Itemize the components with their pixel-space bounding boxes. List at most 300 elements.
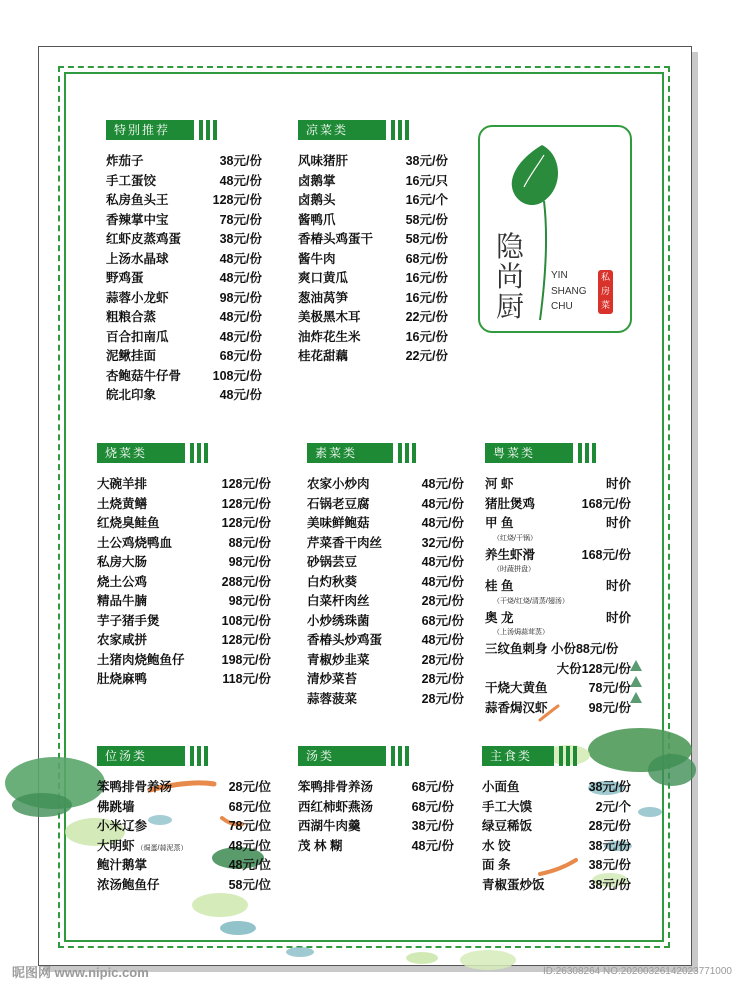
dish-name (97, 612, 160, 631)
dish-price: 58元/份 (405, 212, 448, 227)
dish-name (307, 670, 357, 689)
dish-row (485, 546, 631, 566)
dish-row (97, 612, 271, 632)
section-title: 凉菜类 (298, 120, 386, 140)
dish-name (298, 837, 342, 856)
dish-name-text: 西湖牛肉羹 (298, 819, 361, 833)
dish-row (485, 577, 631, 597)
dish-name-text: 炸茄子 (106, 154, 144, 168)
section-header (307, 443, 464, 463)
triangle-decoration (630, 676, 642, 687)
dish-name (106, 250, 169, 269)
dish-name-text: 三纹鱼刺身 小份88元/份 (485, 642, 619, 656)
section-title: 特别推荐 (106, 120, 194, 140)
dish-price: 48元/位 (228, 838, 271, 853)
dish-row (307, 514, 464, 534)
dish-name (482, 817, 532, 836)
dish-name (97, 798, 135, 817)
dish-name (485, 640, 618, 659)
dish-name-text: 皖北印象 (106, 388, 157, 402)
dish-price: 98元/份 (588, 700, 631, 715)
section-header (298, 746, 454, 766)
dish-name (97, 592, 147, 611)
dish-row (97, 837, 271, 857)
dish-name-text: 美味鲜鲍菇 (307, 516, 370, 530)
section-liangcai (298, 120, 448, 367)
dish-price: 时价 (605, 579, 631, 593)
dish-name-text: 大明虾 (97, 838, 135, 853)
dish-name (482, 876, 545, 895)
dish-name-text: 面 条 (482, 858, 511, 872)
dish-price: 48元/份 (219, 329, 262, 344)
dish-name-text: 红虾皮蒸鸡蛋 (106, 232, 182, 246)
dish-name (485, 679, 548, 698)
dish-name-text: 蒜蓉菠菜 (307, 691, 358, 706)
dish-price: 28元/份 (588, 819, 631, 833)
dish-name-text: 农家咸拼 (97, 633, 148, 647)
dish-name (298, 172, 336, 191)
dish-name (106, 386, 156, 405)
dish-price: 98元/份 (228, 594, 271, 608)
dish-row (485, 699, 631, 719)
dish-price: 68元/份 (411, 780, 454, 794)
dish-name-text: 美极黑木耳 (298, 310, 361, 324)
dish-price: 48元/份 (421, 496, 464, 511)
dish-name (106, 211, 169, 230)
dish-name (106, 308, 156, 327)
dish-name-text: 百合扣南瓜 (106, 329, 169, 344)
dish-name-text: 手工蛋饺 (106, 173, 157, 188)
dish-name-text: 河 虾 (485, 477, 514, 491)
watermark-site: 昵图网 www.nipic.com (12, 965, 149, 980)
dish-price: 32元/份 (421, 535, 464, 550)
dish-row (97, 670, 271, 690)
dish-row (97, 876, 271, 896)
dish-name (482, 778, 520, 797)
dish-row (485, 475, 631, 495)
dish-price: 48元/份 (219, 173, 262, 188)
dish-name (307, 573, 357, 592)
dish-price: 38元/份 (219, 154, 262, 168)
dish-name-text: 红烧臭鲑鱼 (97, 516, 160, 530)
dish-price: 118元/份 (222, 672, 271, 686)
dish-name-text: 卤鹅头 (298, 193, 336, 207)
dish-name-text: 芋子猪手煲 (97, 613, 160, 628)
dish-name-text: 青椒蛋炒饭 (482, 877, 545, 892)
dish-name (106, 152, 144, 171)
section-title: 汤类 (298, 746, 386, 766)
dish-name-text: 土烧黄鳝 (97, 496, 148, 511)
dish-row (482, 876, 631, 896)
section-header (298, 120, 448, 140)
dish-price: 38元/份 (588, 877, 631, 892)
dish-row (97, 592, 271, 612)
dish-name-text: 香辣掌中宝 (106, 212, 169, 227)
dish-list (106, 152, 262, 406)
dish-list (298, 152, 448, 367)
dish-name (298, 289, 348, 308)
dish-row (307, 553, 464, 573)
dish-name-text: 砂锅芸豆 (307, 555, 358, 569)
dish-row (298, 289, 448, 309)
dish-row (307, 690, 464, 710)
dish-row (97, 651, 271, 671)
dish-name-text: 手工大馍 (482, 799, 533, 814)
dish-price: 2元/个 (595, 799, 631, 814)
dish-row (307, 495, 464, 515)
dish-list (97, 475, 271, 690)
dish-name (97, 514, 160, 533)
dish-row (106, 386, 262, 406)
dish-name-text: 蒜蓉小龙虾 (106, 290, 169, 305)
dish-row (97, 553, 271, 573)
dish-row (97, 778, 271, 798)
dish-price: 68元/位 (228, 799, 271, 814)
dish-price: 78元/份 (219, 212, 262, 227)
dish-name-text: 风味猪肝 (298, 154, 349, 168)
section-weitang (97, 746, 271, 895)
dish-name (482, 856, 510, 875)
section-tang (298, 746, 454, 856)
dish-name-text: 香椿头炒鸡蛋 (307, 633, 383, 647)
dish-price: 68元/份 (411, 799, 454, 814)
dish-name-text: 精品牛腩 (97, 594, 148, 608)
dish-name (106, 328, 169, 347)
section-yuecai (485, 443, 631, 718)
dish-name-text: 香椿头鸡蛋干 (298, 232, 374, 246)
dish-row (97, 573, 271, 593)
dish-row (298, 172, 448, 192)
dish-row (307, 592, 464, 612)
dish-row (307, 631, 464, 651)
stripes-decoration (199, 120, 217, 140)
dish-price: 28元/份 (421, 672, 464, 686)
dish-name-text: 奥 龙 (485, 610, 514, 625)
dish-price: 78元/位 (228, 819, 271, 833)
section-header (97, 746, 271, 766)
logo-english-name: YIN SHANG CHU (551, 270, 587, 312)
dish-name (97, 631, 147, 650)
stripes-decoration (190, 746, 208, 766)
dish-name (106, 289, 169, 308)
dish-price: 128元/份 (221, 633, 271, 647)
seal-stamp: 私房菜 (598, 270, 613, 314)
dish-name (298, 347, 348, 366)
dish-name-text: 酱牛肉 (298, 251, 336, 266)
dish-name-text: 白灼秋葵 (307, 574, 358, 589)
dish-row (485, 609, 631, 629)
dish-price: 16元/份 (405, 329, 448, 344)
dish-price: 48元/份 (219, 271, 262, 285)
dish-name-text: 油炸花生米 (298, 329, 361, 344)
dish-name (97, 534, 172, 553)
dish-price: 68元/份 (219, 349, 262, 363)
dish-price: 大份128元/份 (556, 661, 631, 676)
dish-row (298, 308, 448, 328)
dish-row (97, 631, 271, 651)
dish-row (298, 347, 448, 367)
dish-name (97, 495, 147, 514)
dish-price: 98元/份 (219, 290, 262, 305)
dish-name (298, 211, 336, 230)
dish-name (298, 152, 348, 171)
dish-price: 128元/份 (221, 516, 271, 530)
dish-list (485, 475, 631, 718)
dish-price: 88元/份 (228, 535, 271, 550)
dish-name-text: 清炒菜苔 (307, 672, 358, 686)
dish-name-text: 浓汤鲍鱼仔 (97, 877, 160, 892)
section-tebie (106, 120, 262, 406)
dish-name (298, 191, 336, 210)
dish-price: 48元/份 (421, 516, 464, 530)
dish-name (97, 778, 172, 797)
section-title: 位汤类 (97, 746, 185, 766)
dish-name (307, 495, 370, 514)
dish-price: 48元/份 (219, 388, 262, 402)
dish-row (307, 670, 464, 690)
stripes-decoration (190, 443, 208, 463)
section-header (485, 443, 631, 463)
dish-price: 48元/份 (411, 838, 454, 853)
dish-price: 68元/份 (405, 251, 448, 266)
dish-row (482, 817, 631, 837)
dish-price: 58元/份 (405, 232, 448, 246)
dish-name (298, 778, 373, 797)
dish-name-text: 杏鲍菇牛仔骨 (106, 368, 182, 383)
dish-name-text: 笨鸭排骨养汤 (298, 780, 374, 794)
dish-row (482, 798, 631, 818)
dish-note: （时蔬拼盘） (493, 566, 535, 573)
dish-name-text: 干烧大黄鱼 (485, 681, 548, 695)
dish-name-text: 卤鹅掌 (298, 173, 336, 188)
dish-name-text: 葱油莴笋 (298, 290, 349, 305)
dish-price: 16元/份 (405, 290, 448, 305)
dish-name-text: 烧土公鸡 (97, 574, 148, 589)
dish-name-text: 芹菜香干肉丝 (307, 535, 383, 550)
dish-price: 48元/份 (421, 477, 464, 491)
dish-row (97, 514, 271, 534)
dish-row (106, 289, 262, 309)
dish-name-text: 绿豆稀饭 (482, 819, 533, 833)
dish-note: （干烧/红烧/清蒸/翅汤） (493, 597, 569, 605)
dish-list (97, 778, 271, 895)
dish-name-text: 私房鱼头王 (106, 193, 169, 207)
dish-name (298, 250, 336, 269)
dish-row (106, 250, 262, 270)
dish-name-text: 上汤水晶球 (106, 251, 169, 266)
dish-name (106, 191, 169, 210)
dish-row (307, 534, 464, 554)
stripes-decoration (398, 443, 416, 463)
dish-price: 28元/份 (421, 594, 464, 608)
dish-price: 28元/份 (421, 691, 464, 706)
section-title: 素菜类 (307, 443, 393, 463)
dish-name (485, 546, 535, 565)
dish-price: 48元/份 (421, 574, 464, 589)
dish-row (298, 230, 448, 250)
dish-price: 108元/份 (212, 368, 262, 383)
dish-row (97, 534, 271, 554)
dish-price: 48元/位 (228, 858, 271, 872)
dish-row (106, 347, 262, 367)
dish-name (298, 817, 361, 836)
dish-name-text: 酱鸭爪 (298, 212, 336, 227)
dish-row (106, 367, 262, 387)
dish-name (485, 495, 535, 514)
dish-name-text: 粗粮合蒸 (106, 310, 157, 324)
dish-row (298, 250, 448, 270)
section-header (106, 120, 262, 140)
dish-row (307, 573, 464, 593)
dish-name-text: 土猪肉烧鲍鱼仔 (97, 652, 185, 667)
dish-price: 288元/份 (221, 574, 271, 589)
dish-row (97, 475, 271, 495)
dish-name-text: 土公鸡烧鸭血 (97, 535, 173, 550)
dish-row (298, 837, 454, 857)
dish-note: （上汤焗蒜茸蒸） (493, 629, 549, 636)
section-title: 粤菜类 (485, 443, 573, 463)
dish-price: 78元/份 (588, 681, 631, 695)
dish-name-text: 水 饺 (482, 838, 511, 853)
dish-row (298, 817, 454, 837)
dish-price: 22元/份 (405, 349, 448, 363)
dish-price: 22元/份 (405, 310, 448, 324)
section-title: 主食类 (482, 746, 554, 766)
dish-name-text: 青椒炒韭菜 (307, 652, 370, 667)
dish-price: 128元/份 (221, 496, 271, 511)
dish-row (298, 269, 448, 289)
dish-name-text: 大碗羊排 (97, 477, 148, 491)
dish-name (482, 798, 532, 817)
dish-name-text: 肚烧麻鸭 (97, 672, 148, 686)
dish-name (97, 817, 147, 836)
dish-name (97, 837, 187, 858)
dish-row (485, 495, 631, 515)
dish-price: 16元/只 (405, 173, 448, 188)
dish-name (97, 856, 147, 875)
dish-name (298, 230, 373, 249)
dish-name-text: 茂 林 糊 (298, 838, 343, 853)
dish-name (298, 308, 361, 327)
dish-name-text: 野鸡蛋 (106, 271, 144, 285)
dish-price: 时价 (605, 516, 631, 530)
dish-row (298, 191, 448, 211)
logo-chinese-name: 隐尚厨 (496, 231, 525, 322)
section-header (97, 443, 271, 463)
dish-name (97, 670, 147, 689)
dish-row (298, 778, 454, 798)
dish-row (106, 230, 262, 250)
dish-price: 48元/份 (421, 555, 464, 569)
dish-price: 48元/份 (421, 633, 464, 647)
dish-name (307, 612, 370, 631)
dish-row (106, 172, 262, 192)
dish-price: 38元/份 (405, 154, 448, 168)
dish-row (482, 778, 631, 798)
dish-name-text: 泥鳅挂面 (106, 349, 157, 363)
dish-name-text: 小炒绣珠菌 (307, 613, 370, 628)
dish-name (106, 347, 156, 366)
dish-name (97, 651, 185, 670)
dish-price: 38元/份 (588, 780, 631, 794)
stripes-decoration (559, 746, 577, 766)
dish-price: 108元/份 (221, 613, 271, 628)
dish-row (298, 328, 448, 348)
dish-price: 128元/份 (221, 477, 271, 491)
dish-row (106, 191, 262, 211)
dish-price: 16元/个 (405, 193, 448, 207)
stripes-decoration (578, 443, 596, 463)
triangle-decoration (630, 660, 642, 671)
dish-name-text: 笨鸭排骨养汤 (97, 780, 173, 794)
dish-name-text: 白菜杆肉丝 (307, 594, 370, 608)
section-header (482, 746, 631, 766)
stripes-decoration (391, 746, 409, 766)
dish-price: 38元/份 (588, 838, 631, 853)
dish-row (97, 856, 271, 876)
dish-row (298, 152, 448, 172)
dish-price: 28元/位 (228, 780, 271, 794)
dish-name-text: 私房大肠 (97, 555, 148, 569)
dish-name (97, 876, 160, 895)
dish-price: 16元/份 (405, 271, 448, 285)
dish-price: 时价 (605, 610, 631, 625)
dish-name-text: 蒜香焗汉虾 (485, 700, 548, 715)
dish-name (307, 592, 370, 611)
dish-name-text: 农家小炒肉 (307, 477, 370, 491)
dish-price: 48元/份 (219, 251, 262, 266)
section-shaocai (97, 443, 271, 690)
dish-option-note: （焗蛋/蒜泥蒸） (136, 844, 188, 852)
dish-row (485, 640, 631, 660)
dish-row (106, 152, 262, 172)
dish-row (307, 651, 464, 671)
dish-name (307, 690, 357, 709)
dish-name-text: 甲 鱼 (485, 516, 514, 530)
dish-price: 48元/份 (219, 310, 262, 324)
dish-name (485, 577, 513, 596)
dish-price: 38元/份 (219, 232, 262, 246)
dish-price: 98元/份 (228, 555, 271, 569)
dish-row (485, 514, 631, 534)
dish-row (106, 328, 262, 348)
dish-name (298, 328, 361, 347)
dish-name (97, 475, 147, 494)
dish-price: 168元/份 (581, 547, 631, 562)
dish-name-text: 佛跳墙 (97, 799, 135, 814)
dish-name-text: 养生虾滑 (485, 547, 536, 562)
dish-name-text: 小面鱼 (482, 780, 520, 794)
dish-name-text: 小米辽参 (97, 819, 148, 833)
dish-price: 38元/份 (588, 858, 631, 872)
dish-name (307, 475, 370, 494)
watermark-id: ID:26308264 NO:20200326142023771000 (542, 966, 732, 977)
dish-name (307, 631, 382, 650)
dish-list (298, 778, 454, 856)
section-title: 烧菜类 (97, 443, 185, 463)
dish-row (97, 495, 271, 515)
dish-row (298, 211, 448, 231)
dish-name (106, 367, 181, 386)
section-sucai (307, 443, 464, 709)
dish-row (482, 856, 631, 876)
dish-name (482, 837, 510, 856)
dish-name (106, 172, 156, 191)
dish-price: 时价 (605, 477, 631, 491)
dish-name-text: 桂 鱼 (485, 579, 514, 593)
dish-price: 58元/位 (228, 877, 271, 892)
dish-name (485, 699, 548, 718)
